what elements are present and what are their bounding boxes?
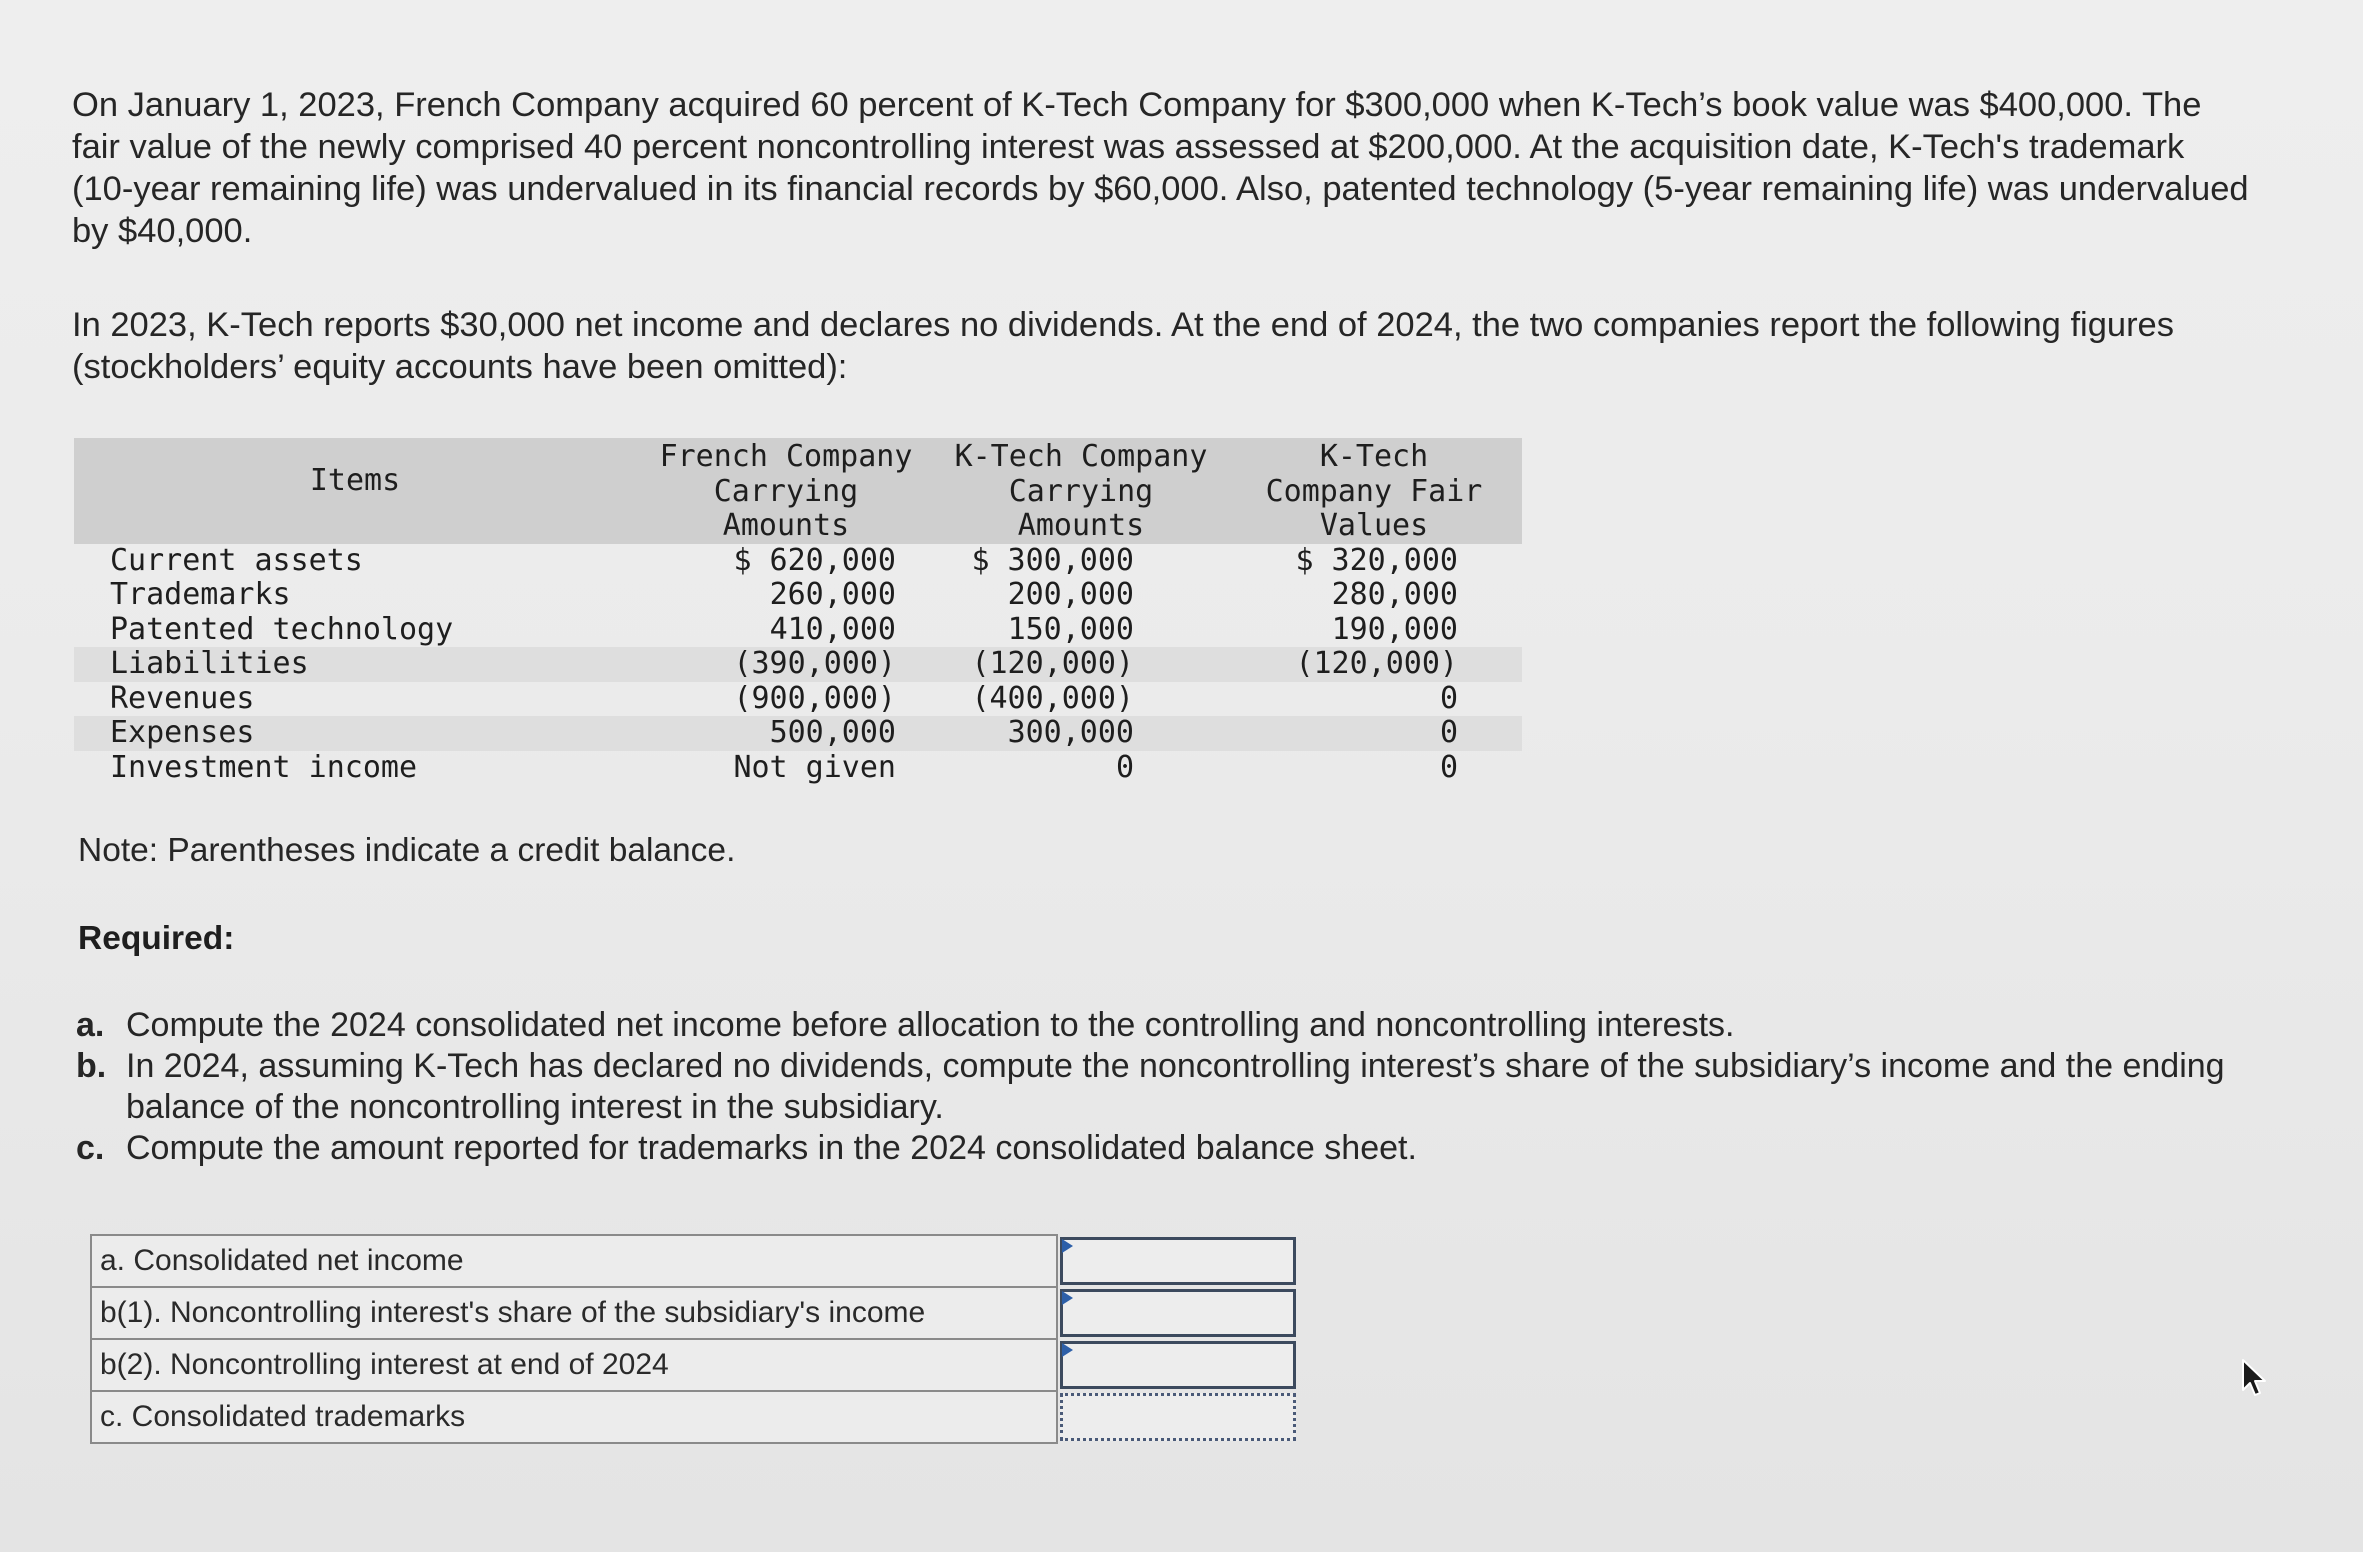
table-row — [74, 751, 1522, 786]
list-item — [76, 1128, 2256, 1169]
item-letter: b. — [76, 1047, 107, 1085]
french-value: (900,000) — [733, 680, 896, 716]
header-items: Items — [74, 438, 636, 544]
ktech-fair-value: (120,000) — [1226, 647, 1522, 682]
answer-row — [91, 1287, 1296, 1339]
french-value: 500,000 — [636, 716, 936, 751]
ktech-fair-value: $ 320,000 — [1295, 542, 1458, 578]
ktech-carrying-value: 200,000 — [1007, 577, 1134, 612]
french-value: (390,000) — [636, 647, 936, 682]
table-row — [74, 716, 1522, 751]
answer-row — [91, 1339, 1296, 1391]
item-text: In 2024, assuming K-Tech has declared no dividends, compute the noncontrolling interest’s share of the subsidiary’s income and the ending balance of the noncontrolling interest in the subsidiary. — [126, 1047, 2225, 1126]
header-french-carrying: French Company Carrying Amounts — [636, 438, 936, 544]
item-letter: a. — [76, 1006, 105, 1044]
ktech-fair-value: 0 — [1226, 716, 1522, 751]
header-ktech-fair: K-Tech Company Fair Values — [1226, 438, 1522, 544]
french-value: Not given — [733, 749, 896, 785]
row-item-label: Revenues — [110, 680, 255, 716]
table-row — [74, 544, 1522, 579]
item-text: Compute the 2024 consolidated net income before allocation to the controlling and noncontrolling interests. — [126, 1006, 1735, 1044]
results-paragraph: In 2023, K-Tech reports $30,000 net income and declares no dividends. At the end of 2024, the two companies report the following figures (stockholders’ equity accounts have been omitted): — [72, 306, 2174, 386]
french-value: 410,000 — [769, 611, 896, 647]
consolidated-trademarks-input[interactable] — [1060, 1393, 1296, 1441]
row-item-label: Liabilities — [74, 647, 636, 682]
table-row — [74, 647, 1522, 682]
list-item — [76, 1046, 2256, 1128]
nci-end-2024-input[interactable] — [1060, 1341, 1296, 1389]
ktech-carrying-value: (120,000) — [936, 647, 1226, 682]
answer-label-nci-end-2024: b(2). Noncontrolling interest at end of 2024 — [91, 1339, 1057, 1391]
row-item-label: Patented technology — [110, 611, 454, 647]
ktech-carrying-value: (400,000) — [971, 680, 1134, 716]
header-ktech-carrying: K-Tech Company Carrying Amounts — [936, 438, 1226, 544]
answer-label-consolidated-trademarks: c. Consolidated trademarks — [91, 1391, 1057, 1443]
credit-balance-note: Note: Parentheses indicate a credit balance. — [78, 832, 736, 869]
french-value: $ 620,000 — [733, 542, 896, 578]
required-heading: Required: — [78, 920, 235, 957]
ktech-carrying-value: 0 — [1115, 749, 1134, 785]
ktech-carrying-value: 300,000 — [936, 716, 1226, 751]
ktech-carrying-value: 150,000 — [1007, 611, 1134, 647]
ktech-fair-value: 190,000 — [1331, 611, 1458, 647]
intro-paragraph: On January 1, 2023, French Company acquired 60 percent of K-Tech Company for $300,000 when K-Tech’s book value was $400,000. The fair value of the newly comprised 40 percent noncontrolling interest was assessed at $200,000. At the acquisition date, K-Tech's trademark (10-year remaining life) was undervalued in its financial records by $60,000. Also, patented technology (5-year remaining life) was undervalued by $40,000. — [72, 86, 2249, 250]
table-row — [74, 682, 1522, 717]
financial-figures-table — [74, 438, 1522, 785]
ktech-fair-value: 0 — [1439, 749, 1458, 785]
answer-row — [91, 1391, 1296, 1443]
row-item-label: Investment income — [110, 749, 418, 785]
french-value: 260,000 — [769, 577, 896, 612]
list-item — [76, 1005, 2256, 1046]
item-text: Compute the amount reported for trademarks in the 2024 consolidated balance sheet. — [126, 1129, 1417, 1167]
answer-label-consolidated-net-income: a. Consolidated net income — [91, 1235, 1057, 1287]
table-row — [74, 578, 1522, 613]
item-letter: c. — [76, 1129, 105, 1167]
row-item-label: Trademarks — [110, 577, 291, 612]
answer-row — [91, 1235, 1296, 1287]
row-item-label: Current assets — [110, 542, 363, 578]
table-header-row — [74, 438, 1522, 544]
mouse-pointer-icon — [2240, 1358, 2270, 1398]
ktech-fair-value: 280,000 — [1331, 577, 1458, 612]
requirements-list — [76, 1005, 2256, 1169]
answer-label-nci-share: b(1). Noncontrolling interest's share of the subsidiary's income — [91, 1287, 1057, 1339]
ktech-fair-value: 0 — [1439, 680, 1458, 716]
answer-table — [90, 1234, 1296, 1444]
ktech-carrying-value: $ 300,000 — [971, 542, 1134, 578]
table-row — [74, 613, 1522, 648]
consolidated-net-income-input[interactable] — [1060, 1237, 1296, 1285]
row-item-label: Expenses — [74, 716, 636, 751]
nci-share-input[interactable] — [1060, 1289, 1296, 1337]
